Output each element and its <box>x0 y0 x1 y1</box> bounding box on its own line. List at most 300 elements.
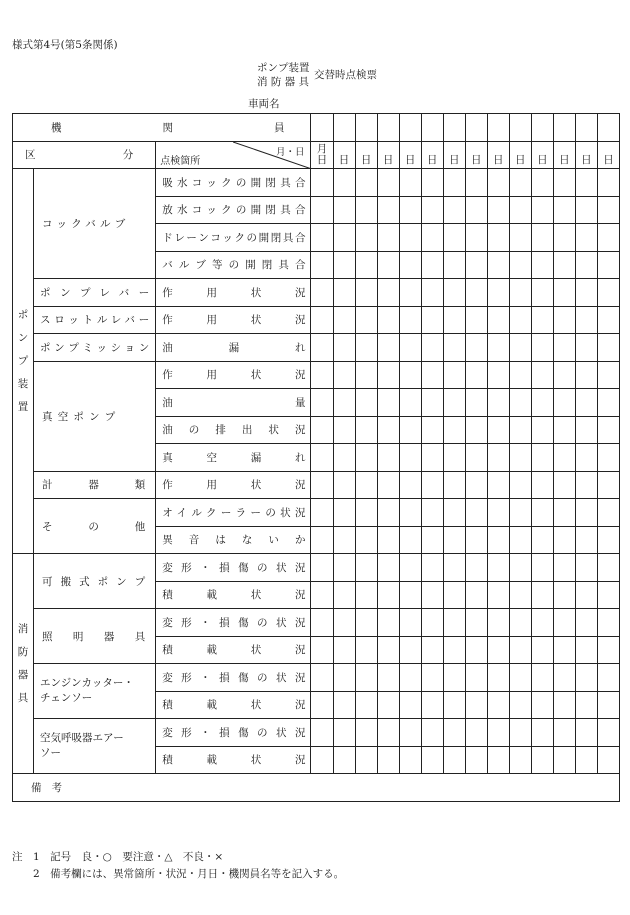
check-cell[interactable] <box>553 114 575 142</box>
check-cell[interactable] <box>399 196 421 224</box>
check-cell[interactable] <box>487 389 509 417</box>
check-cell[interactable] <box>531 636 553 664</box>
check-cell[interactable] <box>421 114 443 142</box>
check-cell[interactable] <box>399 306 421 334</box>
check-cell[interactable] <box>509 636 531 664</box>
check-cell[interactable] <box>377 251 399 279</box>
check-cell[interactable] <box>443 471 465 499</box>
check-cell[interactable] <box>597 526 619 554</box>
check-cell[interactable] <box>465 746 487 774</box>
check-cell[interactable] <box>465 444 487 472</box>
check-cell[interactable] <box>355 306 377 334</box>
check-cell[interactable] <box>553 719 575 747</box>
check-cell[interactable] <box>553 334 575 362</box>
check-cell[interactable] <box>465 691 487 719</box>
check-cell[interactable] <box>355 471 377 499</box>
check-cell[interactable] <box>377 719 399 747</box>
check-cell[interactable] <box>509 389 531 417</box>
check-cell[interactable] <box>597 471 619 499</box>
check-cell[interactable] <box>333 114 355 142</box>
check-cell[interactable] <box>575 581 597 609</box>
check-cell[interactable] <box>399 251 421 279</box>
check-cell[interactable] <box>421 334 443 362</box>
check-cell[interactable] <box>597 114 619 142</box>
check-cell[interactable] <box>311 169 333 197</box>
check-cell[interactable] <box>377 609 399 637</box>
check-cell[interactable] <box>465 251 487 279</box>
check-cell[interactable] <box>509 664 531 692</box>
check-cell[interactable] <box>597 636 619 664</box>
check-cell[interactable] <box>377 636 399 664</box>
check-cell[interactable] <box>575 526 597 554</box>
check-cell[interactable] <box>597 361 619 389</box>
check-cell[interactable] <box>509 581 531 609</box>
check-cell[interactable] <box>575 169 597 197</box>
check-cell[interactable] <box>421 719 443 747</box>
check-cell[interactable] <box>575 224 597 252</box>
check-cell[interactable] <box>377 581 399 609</box>
check-cell[interactable] <box>553 361 575 389</box>
check-cell[interactable] <box>597 224 619 252</box>
remarks-field[interactable] <box>13 774 620 802</box>
check-cell[interactable] <box>443 444 465 472</box>
check-cell[interactable] <box>487 526 509 554</box>
check-cell[interactable] <box>553 691 575 719</box>
check-cell[interactable] <box>487 664 509 692</box>
check-cell[interactable] <box>443 609 465 637</box>
check-cell[interactable] <box>531 554 553 582</box>
check-cell[interactable] <box>421 361 443 389</box>
check-cell[interactable] <box>443 334 465 362</box>
check-cell[interactable] <box>421 251 443 279</box>
check-cell[interactable] <box>597 416 619 444</box>
check-cell[interactable] <box>509 746 531 774</box>
check-cell[interactable] <box>355 416 377 444</box>
check-cell[interactable] <box>465 114 487 142</box>
check-cell[interactable] <box>575 746 597 774</box>
check-cell[interactable] <box>531 609 553 637</box>
check-cell[interactable] <box>487 279 509 307</box>
check-cell[interactable] <box>597 306 619 334</box>
check-cell[interactable] <box>487 334 509 362</box>
check-cell[interactable] <box>553 169 575 197</box>
check-cell[interactable] <box>487 416 509 444</box>
check-cell[interactable] <box>443 526 465 554</box>
check-cell[interactable] <box>377 554 399 582</box>
check-cell[interactable] <box>443 499 465 527</box>
check-cell[interactable] <box>421 609 443 637</box>
check-cell[interactable] <box>333 664 355 692</box>
check-cell[interactable] <box>465 169 487 197</box>
check-cell[interactable] <box>575 306 597 334</box>
check-cell[interactable] <box>531 306 553 334</box>
check-cell[interactable] <box>333 306 355 334</box>
check-cell[interactable] <box>377 334 399 362</box>
check-cell[interactable] <box>355 224 377 252</box>
check-cell[interactable] <box>311 471 333 499</box>
check-cell[interactable] <box>465 554 487 582</box>
check-cell[interactable] <box>575 251 597 279</box>
check-cell[interactable] <box>465 361 487 389</box>
check-cell[interactable] <box>575 279 597 307</box>
check-cell[interactable] <box>597 581 619 609</box>
check-cell[interactable] <box>377 279 399 307</box>
check-cell[interactable] <box>531 361 553 389</box>
check-cell[interactable] <box>311 691 333 719</box>
check-cell[interactable] <box>487 499 509 527</box>
check-cell[interactable] <box>333 609 355 637</box>
check-cell[interactable] <box>553 526 575 554</box>
check-cell[interactable] <box>531 251 553 279</box>
check-cell[interactable] <box>399 664 421 692</box>
check-cell[interactable] <box>311 581 333 609</box>
check-cell[interactable] <box>487 636 509 664</box>
check-cell[interactable] <box>443 389 465 417</box>
check-cell[interactable] <box>487 691 509 719</box>
check-cell[interactable] <box>333 554 355 582</box>
check-cell[interactable] <box>487 196 509 224</box>
check-cell[interactable] <box>421 279 443 307</box>
check-cell[interactable] <box>421 444 443 472</box>
check-cell[interactable] <box>377 389 399 417</box>
check-cell[interactable] <box>509 416 531 444</box>
check-cell[interactable] <box>399 389 421 417</box>
check-cell[interactable] <box>377 471 399 499</box>
check-cell[interactable] <box>421 581 443 609</box>
check-cell[interactable] <box>487 224 509 252</box>
check-cell[interactable] <box>553 746 575 774</box>
check-cell[interactable] <box>355 251 377 279</box>
check-cell[interactable] <box>377 499 399 527</box>
check-cell[interactable] <box>421 746 443 774</box>
check-cell[interactable] <box>509 526 531 554</box>
check-cell[interactable] <box>333 719 355 747</box>
check-cell[interactable] <box>443 691 465 719</box>
check-cell[interactable] <box>333 279 355 307</box>
check-cell[interactable] <box>311 609 333 637</box>
check-cell[interactable] <box>553 224 575 252</box>
check-cell[interactable] <box>531 691 553 719</box>
check-cell[interactable] <box>443 719 465 747</box>
check-cell[interactable] <box>487 306 509 334</box>
check-cell[interactable] <box>531 526 553 554</box>
check-cell[interactable] <box>311 251 333 279</box>
check-cell[interactable] <box>333 636 355 664</box>
check-cell[interactable] <box>575 114 597 142</box>
check-cell[interactable] <box>509 499 531 527</box>
check-cell[interactable] <box>553 499 575 527</box>
check-cell[interactable] <box>355 746 377 774</box>
check-cell[interactable] <box>487 581 509 609</box>
check-cell[interactable] <box>311 746 333 774</box>
check-cell[interactable] <box>553 581 575 609</box>
check-cell[interactable] <box>399 169 421 197</box>
check-cell[interactable] <box>509 554 531 582</box>
check-cell[interactable] <box>487 471 509 499</box>
check-cell[interactable] <box>377 444 399 472</box>
check-cell[interactable] <box>575 554 597 582</box>
check-cell[interactable] <box>399 636 421 664</box>
check-cell[interactable] <box>355 334 377 362</box>
check-cell[interactable] <box>553 306 575 334</box>
check-cell[interactable] <box>487 361 509 389</box>
check-cell[interactable] <box>421 499 443 527</box>
check-cell[interactable] <box>333 471 355 499</box>
check-cell[interactable] <box>399 224 421 252</box>
check-cell[interactable] <box>487 746 509 774</box>
check-cell[interactable] <box>355 279 377 307</box>
check-cell[interactable] <box>553 279 575 307</box>
check-cell[interactable] <box>355 554 377 582</box>
check-cell[interactable] <box>443 169 465 197</box>
check-cell[interactable] <box>333 444 355 472</box>
check-cell[interactable] <box>311 389 333 417</box>
check-cell[interactable] <box>531 444 553 472</box>
check-cell[interactable] <box>575 334 597 362</box>
check-cell[interactable] <box>465 471 487 499</box>
check-cell[interactable] <box>465 416 487 444</box>
check-cell[interactable] <box>399 746 421 774</box>
check-cell[interactable] <box>597 746 619 774</box>
check-cell[interactable] <box>575 444 597 472</box>
check-cell[interactable] <box>531 471 553 499</box>
check-cell[interactable] <box>311 526 333 554</box>
check-cell[interactable] <box>597 169 619 197</box>
check-cell[interactable] <box>531 169 553 197</box>
check-cell[interactable] <box>421 691 443 719</box>
check-cell[interactable] <box>509 114 531 142</box>
check-cell[interactable] <box>443 196 465 224</box>
check-cell[interactable] <box>333 746 355 774</box>
check-cell[interactable] <box>311 499 333 527</box>
check-cell[interactable] <box>465 719 487 747</box>
check-cell[interactable] <box>399 719 421 747</box>
check-cell[interactable] <box>355 114 377 142</box>
check-cell[interactable] <box>509 609 531 637</box>
check-cell[interactable] <box>597 691 619 719</box>
check-cell[interactable] <box>311 636 333 664</box>
check-cell[interactable] <box>333 389 355 417</box>
check-cell[interactable] <box>377 664 399 692</box>
check-cell[interactable] <box>553 609 575 637</box>
check-cell[interactable] <box>443 279 465 307</box>
check-cell[interactable] <box>377 526 399 554</box>
check-cell[interactable] <box>553 554 575 582</box>
check-cell[interactable] <box>399 334 421 362</box>
check-cell[interactable] <box>333 251 355 279</box>
check-cell[interactable] <box>421 526 443 554</box>
check-cell[interactable] <box>487 609 509 637</box>
check-cell[interactable] <box>443 416 465 444</box>
check-cell[interactable] <box>355 719 377 747</box>
check-cell[interactable] <box>575 691 597 719</box>
check-cell[interactable] <box>399 609 421 637</box>
check-cell[interactable] <box>509 334 531 362</box>
check-cell[interactable] <box>333 361 355 389</box>
check-cell[interactable] <box>509 224 531 252</box>
check-cell[interactable] <box>531 334 553 362</box>
check-cell[interactable] <box>553 416 575 444</box>
check-cell[interactable] <box>443 581 465 609</box>
check-cell[interactable] <box>355 581 377 609</box>
check-cell[interactable] <box>531 196 553 224</box>
check-cell[interactable] <box>333 224 355 252</box>
check-cell[interactable] <box>399 416 421 444</box>
check-cell[interactable] <box>531 114 553 142</box>
check-cell[interactable] <box>575 719 597 747</box>
check-cell[interactable] <box>553 636 575 664</box>
check-cell[interactable] <box>575 389 597 417</box>
check-cell[interactable] <box>399 499 421 527</box>
check-cell[interactable] <box>311 361 333 389</box>
check-cell[interactable] <box>421 224 443 252</box>
check-cell[interactable] <box>399 114 421 142</box>
check-cell[interactable] <box>465 306 487 334</box>
check-cell[interactable] <box>355 361 377 389</box>
check-cell[interactable] <box>355 499 377 527</box>
check-cell[interactable] <box>509 169 531 197</box>
check-cell[interactable] <box>531 719 553 747</box>
check-cell[interactable] <box>487 169 509 197</box>
check-cell[interactable] <box>311 306 333 334</box>
check-cell[interactable] <box>311 554 333 582</box>
check-cell[interactable] <box>443 114 465 142</box>
check-cell[interactable] <box>465 389 487 417</box>
check-cell[interactable] <box>575 636 597 664</box>
check-cell[interactable] <box>465 499 487 527</box>
check-cell[interactable] <box>487 444 509 472</box>
check-cell[interactable] <box>487 719 509 747</box>
check-cell[interactable] <box>465 224 487 252</box>
check-cell[interactable] <box>465 279 487 307</box>
check-cell[interactable] <box>553 471 575 499</box>
check-cell[interactable] <box>355 664 377 692</box>
check-cell[interactable] <box>311 334 333 362</box>
check-cell[interactable] <box>355 169 377 197</box>
check-cell[interactable] <box>465 334 487 362</box>
check-cell[interactable] <box>377 361 399 389</box>
check-cell[interactable] <box>355 389 377 417</box>
check-cell[interactable] <box>355 609 377 637</box>
check-cell[interactable] <box>575 196 597 224</box>
check-cell[interactable] <box>377 416 399 444</box>
check-cell[interactable] <box>531 664 553 692</box>
check-cell[interactable] <box>421 554 443 582</box>
check-cell[interactable] <box>553 251 575 279</box>
check-cell[interactable] <box>399 444 421 472</box>
check-cell[interactable] <box>531 499 553 527</box>
check-cell[interactable] <box>509 279 531 307</box>
check-cell[interactable] <box>399 581 421 609</box>
check-cell[interactable] <box>553 444 575 472</box>
check-cell[interactable] <box>465 636 487 664</box>
check-cell[interactable] <box>421 169 443 197</box>
check-cell[interactable] <box>553 389 575 417</box>
check-cell[interactable] <box>311 444 333 472</box>
check-cell[interactable] <box>377 169 399 197</box>
check-cell[interactable] <box>509 444 531 472</box>
check-cell[interactable] <box>355 196 377 224</box>
check-cell[interactable] <box>421 664 443 692</box>
check-cell[interactable] <box>443 746 465 774</box>
check-cell[interactable] <box>377 114 399 142</box>
check-cell[interactable] <box>355 526 377 554</box>
check-cell[interactable] <box>597 444 619 472</box>
check-cell[interactable] <box>487 251 509 279</box>
check-cell[interactable] <box>443 306 465 334</box>
check-cell[interactable] <box>509 361 531 389</box>
check-cell[interactable] <box>531 279 553 307</box>
check-cell[interactable] <box>575 416 597 444</box>
check-cell[interactable] <box>399 471 421 499</box>
check-cell[interactable] <box>509 251 531 279</box>
check-cell[interactable] <box>443 251 465 279</box>
check-cell[interactable] <box>487 114 509 142</box>
check-cell[interactable] <box>333 169 355 197</box>
check-cell[interactable] <box>597 279 619 307</box>
check-cell[interactable] <box>333 581 355 609</box>
check-cell[interactable] <box>355 444 377 472</box>
check-cell[interactable] <box>465 526 487 554</box>
check-cell[interactable] <box>377 746 399 774</box>
check-cell[interactable] <box>575 361 597 389</box>
check-cell[interactable] <box>465 664 487 692</box>
check-cell[interactable] <box>333 416 355 444</box>
check-cell[interactable] <box>333 691 355 719</box>
check-cell[interactable] <box>399 361 421 389</box>
check-cell[interactable] <box>355 636 377 664</box>
check-cell[interactable] <box>465 196 487 224</box>
check-cell[interactable] <box>377 691 399 719</box>
check-cell[interactable] <box>421 196 443 224</box>
check-cell[interactable] <box>531 581 553 609</box>
check-cell[interactable] <box>553 196 575 224</box>
check-cell[interactable] <box>509 471 531 499</box>
check-cell[interactable] <box>443 664 465 692</box>
check-cell[interactable] <box>597 499 619 527</box>
check-cell[interactable] <box>597 719 619 747</box>
check-cell[interactable] <box>311 664 333 692</box>
check-cell[interactable] <box>509 306 531 334</box>
check-cell[interactable] <box>311 719 333 747</box>
check-cell[interactable] <box>531 416 553 444</box>
check-cell[interactable] <box>597 664 619 692</box>
check-cell[interactable] <box>311 416 333 444</box>
check-cell[interactable] <box>333 526 355 554</box>
check-cell[interactable] <box>311 114 333 142</box>
check-cell[interactable] <box>531 746 553 774</box>
check-cell[interactable] <box>597 196 619 224</box>
check-cell[interactable] <box>311 196 333 224</box>
check-cell[interactable] <box>421 306 443 334</box>
check-cell[interactable] <box>597 334 619 362</box>
check-cell[interactable] <box>421 389 443 417</box>
check-cell[interactable] <box>443 554 465 582</box>
check-cell[interactable] <box>399 691 421 719</box>
check-cell[interactable] <box>421 636 443 664</box>
check-cell[interactable] <box>575 499 597 527</box>
check-cell[interactable] <box>597 389 619 417</box>
check-cell[interactable] <box>333 196 355 224</box>
check-cell[interactable] <box>575 609 597 637</box>
check-cell[interactable] <box>377 224 399 252</box>
check-cell[interactable] <box>465 581 487 609</box>
check-cell[interactable] <box>509 719 531 747</box>
check-cell[interactable] <box>421 416 443 444</box>
check-cell[interactable] <box>575 664 597 692</box>
check-cell[interactable] <box>399 279 421 307</box>
check-cell[interactable] <box>531 389 553 417</box>
